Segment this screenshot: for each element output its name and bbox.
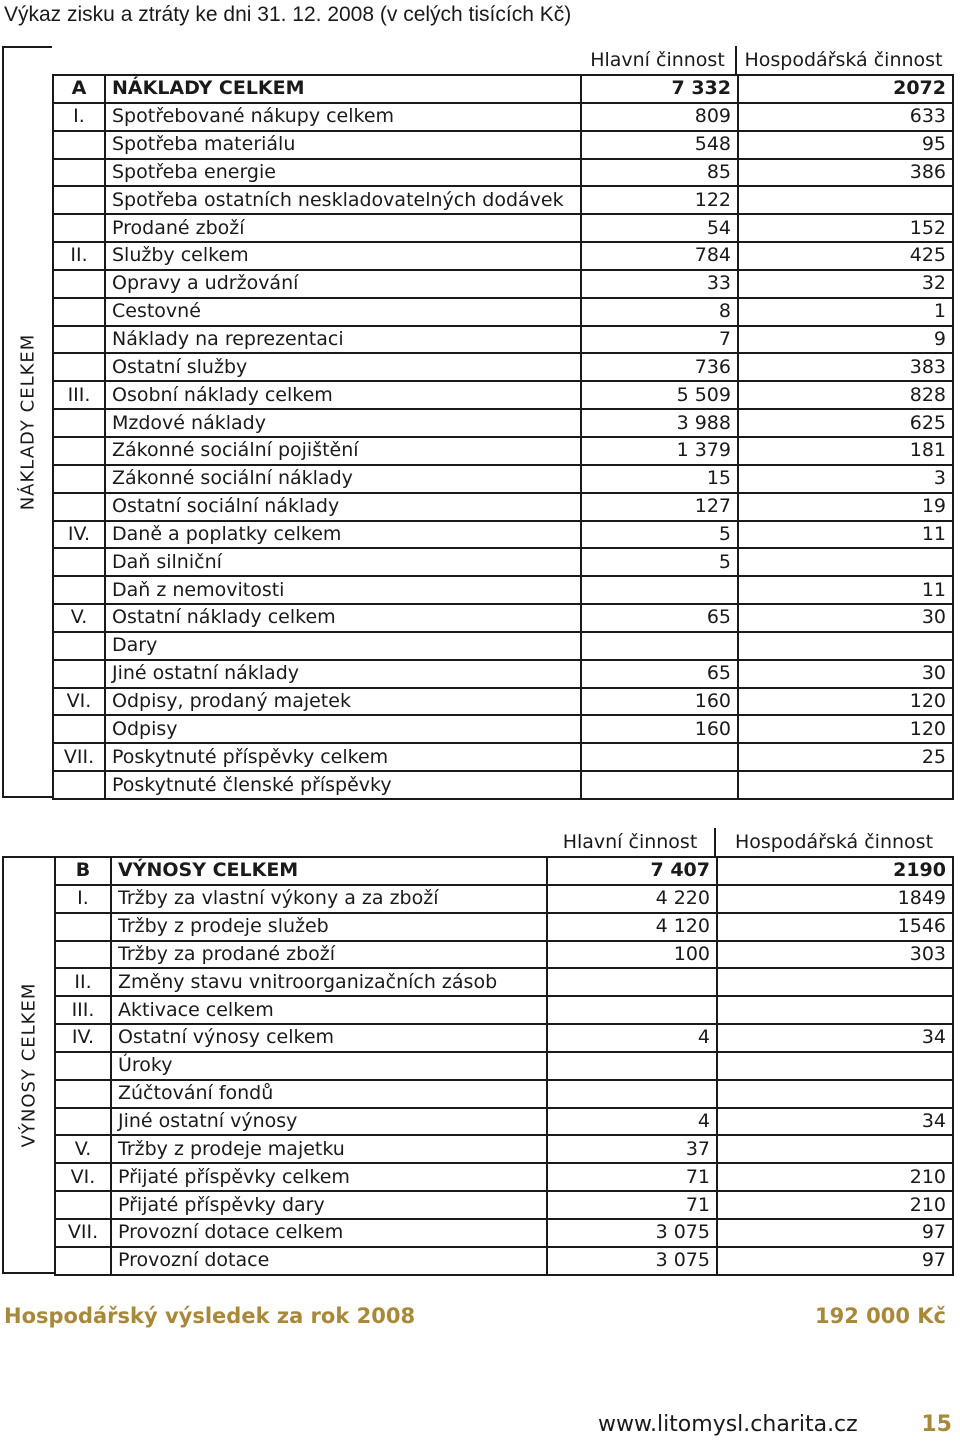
row-econ-value: [717, 996, 953, 1024]
row-label: Jiné ostatní náklady: [105, 660, 581, 688]
row-econ-value: 828: [738, 381, 953, 409]
row-main-value: 3 075: [547, 1247, 717, 1275]
row-code: [53, 437, 105, 465]
row-econ-value: 1546: [717, 913, 953, 941]
revenues-side-label: VÝNOSY CELKEM: [18, 982, 40, 1148]
row-label: Spotřeba materiálu: [105, 131, 581, 159]
table-row: [53, 131, 953, 159]
row-code: VII.: [55, 1219, 111, 1247]
row-label: Ostatní náklady celkem: [105, 604, 581, 632]
row-label: Daň z nemovitosti: [105, 576, 581, 604]
table-row: [53, 103, 953, 131]
row-code: [55, 1080, 111, 1108]
row-main-value: 4 120: [547, 913, 717, 941]
costs-side-label: NÁKLADY CELKEM: [17, 333, 39, 511]
row-label: Spotřeba energie: [105, 159, 581, 187]
row-econ-value: [738, 186, 953, 214]
row-label: Zákonné sociální náklady: [105, 465, 581, 493]
row-label: Provozní dotace celkem: [111, 1219, 547, 1247]
row-econ-value: 30: [738, 604, 953, 632]
row-econ-value: [717, 968, 953, 996]
row-main-value: 7 407: [547, 857, 717, 885]
table-row: [53, 771, 953, 799]
table-row: [55, 1163, 953, 1191]
row-label: Ostatní služby: [105, 353, 581, 381]
row-main-value: 784: [581, 242, 738, 270]
table-row: [55, 1108, 953, 1136]
table-row: [53, 576, 953, 604]
row-label: Přijaté příspěvky dary: [111, 1191, 547, 1219]
row-main-value: 15: [581, 465, 738, 493]
row-label: Ostatní výnosy celkem: [111, 1024, 547, 1052]
row-label: Odpisy, prodaný majetek: [105, 688, 581, 716]
row-code: [55, 941, 111, 969]
row-main-value: 65: [581, 660, 738, 688]
row-code: VII.: [53, 743, 105, 771]
table-row: [53, 548, 953, 576]
row-main-value: 5: [581, 548, 738, 576]
row-econ-value: 625: [738, 409, 953, 437]
table-row: [53, 159, 953, 187]
row-econ-value: 120: [738, 688, 953, 716]
table-row: [55, 885, 953, 913]
row-code: III.: [53, 381, 105, 409]
row-code: [53, 186, 105, 214]
row-code: II.: [55, 968, 111, 996]
row-code: I.: [55, 885, 111, 913]
row-code: [53, 715, 105, 743]
row-code: [53, 131, 105, 159]
table-row: [55, 968, 953, 996]
table-row: [53, 326, 953, 354]
row-main-value: 5 509: [581, 381, 738, 409]
row-main-value: 736: [581, 353, 738, 381]
row-main-value: 54: [581, 214, 738, 242]
row-label: Odpisy: [105, 715, 581, 743]
row-econ-value: 2072: [738, 75, 953, 103]
page-title: Výkaz zisku a ztráty ke dni 31. 12. 2008 (v celých tisících Kč): [4, 3, 572, 26]
row-code: [55, 1108, 111, 1136]
table-row: [55, 857, 953, 885]
row-code: [53, 298, 105, 326]
row-code: [53, 353, 105, 381]
table-row: [55, 1247, 953, 1275]
row-main-value: 127: [581, 493, 738, 521]
row-label: Prodané zboží: [105, 214, 581, 242]
row-econ-value: [738, 771, 953, 799]
row-main-value: 33: [581, 270, 738, 298]
row-label: Daně a poplatky celkem: [105, 521, 581, 549]
row-label: Tržby z prodeje majetku: [111, 1135, 547, 1163]
row-main-value: 4: [547, 1024, 717, 1052]
row-code: [53, 270, 105, 298]
row-econ-value: [717, 1080, 953, 1108]
row-code: [53, 326, 105, 354]
row-label: Poskytnuté členské příspěvky: [105, 771, 581, 799]
row-label: Náklady na reprezentaci: [105, 326, 581, 354]
row-label: Spotřeba ostatních neskladovatelných dodávek: [105, 186, 581, 214]
row-econ-value: 95: [738, 131, 953, 159]
table-row: [53, 632, 953, 660]
costs-side-label-box: [2, 46, 52, 798]
table-row: [53, 381, 953, 409]
row-main-value: [547, 1080, 717, 1108]
row-econ-value: 425: [738, 242, 953, 270]
row-econ-value: 120: [738, 715, 953, 743]
revenues-column-headers: [546, 828, 952, 856]
row-label: Tržby z prodeje služeb: [111, 913, 547, 941]
row-main-value: [547, 968, 717, 996]
table-row: [55, 913, 953, 941]
row-econ-value: 34: [717, 1024, 953, 1052]
row-main-value: 1 379: [581, 437, 738, 465]
row-econ-value: 210: [717, 1191, 953, 1219]
row-code: V.: [55, 1135, 111, 1163]
row-code: [53, 159, 105, 187]
row-label: Provozní dotace: [111, 1247, 547, 1275]
costs-table: [52, 74, 954, 800]
costs-header-main: Hlavní činnost: [580, 46, 737, 74]
row-main-value: 7: [581, 326, 738, 354]
row-label: VÝNOSY CELKEM: [111, 857, 547, 885]
row-main-value: 548: [581, 131, 738, 159]
row-main-value: [581, 632, 738, 660]
table-row: [53, 186, 953, 214]
row-code: [55, 1247, 111, 1275]
costs-table-body: [53, 75, 953, 799]
row-econ-value: [717, 1052, 953, 1080]
row-label: Aktivace celkem: [111, 996, 547, 1024]
table-row: [53, 242, 953, 270]
row-econ-value: 303: [717, 941, 953, 969]
row-label: NÁKLADY CELKEM: [105, 75, 581, 103]
row-main-value: 809: [581, 103, 738, 131]
row-main-value: 3 075: [547, 1219, 717, 1247]
row-main-value: 37: [547, 1135, 717, 1163]
row-code: [53, 771, 105, 799]
row-code: II.: [53, 242, 105, 270]
row-code: [55, 1191, 111, 1219]
table-row: [55, 996, 953, 1024]
row-main-value: 71: [547, 1163, 717, 1191]
row-label: Ostatní sociální náklady: [105, 493, 581, 521]
row-label: Úroky: [111, 1052, 547, 1080]
row-econ-value: [738, 632, 953, 660]
table-row: [55, 1135, 953, 1163]
table-row: [53, 270, 953, 298]
footer-url[interactable]: www.litomysl.charita.cz: [598, 1412, 858, 1437]
table-row: [53, 521, 953, 549]
row-code: [53, 493, 105, 521]
row-econ-value: 210: [717, 1163, 953, 1191]
row-econ-value: 633: [738, 103, 953, 131]
table-row: [53, 353, 953, 381]
table-row: [53, 437, 953, 465]
table-row: [53, 715, 953, 743]
result-value: 192 000 Kč: [814, 1304, 946, 1328]
row-code: B: [55, 857, 111, 885]
row-label: Zúčtování fondů: [111, 1080, 547, 1108]
row-label: Spotřebované nákupy celkem: [105, 103, 581, 131]
row-code: III.: [55, 996, 111, 1024]
table-row: [53, 465, 953, 493]
table-row: [53, 298, 953, 326]
row-code: V.: [53, 604, 105, 632]
table-row: [53, 743, 953, 771]
row-econ-value: 3: [738, 465, 953, 493]
row-econ-value: 97: [717, 1219, 953, 1247]
row-code: I.: [53, 103, 105, 131]
row-econ-value: 383: [738, 353, 953, 381]
result-label: Hospodářský výsledek za rok 2008: [4, 1304, 416, 1328]
row-econ-value: 34: [717, 1108, 953, 1136]
revenues-side-label-box: [2, 856, 54, 1274]
row-code: [53, 660, 105, 688]
row-main-value: [547, 996, 717, 1024]
row-code: VI.: [53, 688, 105, 716]
revenues-table: [54, 856, 954, 1276]
row-econ-value: 30: [738, 660, 953, 688]
table-row: [55, 1024, 953, 1052]
page-number: 15: [921, 1412, 952, 1437]
row-code: [53, 576, 105, 604]
row-main-value: [581, 743, 738, 771]
row-econ-value: 181: [738, 437, 953, 465]
row-main-value: 71: [547, 1191, 717, 1219]
row-main-value: 160: [581, 688, 738, 716]
row-main-value: [581, 576, 738, 604]
row-econ-value: [738, 548, 953, 576]
table-row: [53, 660, 953, 688]
table-row: [55, 1191, 953, 1219]
row-label: Zákonné sociální pojištění: [105, 437, 581, 465]
row-label: Mzdové náklady: [105, 409, 581, 437]
row-econ-value: 11: [738, 521, 953, 549]
row-code: [53, 632, 105, 660]
row-main-value: 5: [581, 521, 738, 549]
row-econ-value: 97: [717, 1247, 953, 1275]
row-main-value: 8: [581, 298, 738, 326]
row-code: VI.: [55, 1163, 111, 1191]
row-main-value: [547, 1052, 717, 1080]
table-row: [53, 688, 953, 716]
row-main-value: 4 220: [547, 885, 717, 913]
table-row: [53, 409, 953, 437]
revenues-header-econ: Hospodářská činnost: [734, 831, 934, 853]
row-econ-value: 25: [738, 743, 953, 771]
row-code: [53, 465, 105, 493]
table-row: [55, 941, 953, 969]
row-econ-value: 32: [738, 270, 953, 298]
row-label: Daň silniční: [105, 548, 581, 576]
costs-header-econ: Hospodářská činnost: [744, 49, 943, 71]
revenues-table-body: [55, 857, 953, 1275]
row-main-value: 122: [581, 186, 738, 214]
table-row: [53, 75, 953, 103]
row-main-value: 85: [581, 159, 738, 187]
row-main-value: 7 332: [581, 75, 738, 103]
table-row: [53, 214, 953, 242]
row-main-value: [581, 771, 738, 799]
row-label: Osobní náklady celkem: [105, 381, 581, 409]
table-row: [53, 493, 953, 521]
row-label: Poskytnuté příspěvky celkem: [105, 743, 581, 771]
row-econ-value: 386: [738, 159, 953, 187]
row-code: IV.: [53, 521, 105, 549]
row-label: Opravy a udržování: [105, 270, 581, 298]
row-code: [53, 548, 105, 576]
costs-column-headers: [580, 46, 950, 74]
row-label: Dary: [105, 632, 581, 660]
row-econ-value: 11: [738, 576, 953, 604]
row-main-value: 3 988: [581, 409, 738, 437]
row-label: Tržby za vlastní výkony a za zboží: [111, 885, 547, 913]
row-code: [53, 409, 105, 437]
row-code: A: [53, 75, 105, 103]
row-econ-value: [717, 1135, 953, 1163]
row-label: Cestovné: [105, 298, 581, 326]
row-econ-value: 2190: [717, 857, 953, 885]
row-econ-value: 9: [738, 326, 953, 354]
row-code: IV.: [55, 1024, 111, 1052]
row-label: Přijaté příspěvky celkem: [111, 1163, 547, 1191]
row-code: [55, 913, 111, 941]
row-label: Služby celkem: [105, 242, 581, 270]
row-econ-value: 19: [738, 493, 953, 521]
table-row: [55, 1052, 953, 1080]
table-row: [55, 1219, 953, 1247]
row-main-value: 160: [581, 715, 738, 743]
table-row: [53, 604, 953, 632]
row-econ-value: 152: [738, 214, 953, 242]
table-row: [55, 1080, 953, 1108]
row-label: Tržby za prodané zboží: [111, 941, 547, 969]
row-main-value: 100: [547, 941, 717, 969]
revenues-header-main: Hlavní činnost: [546, 828, 716, 856]
row-econ-value: 1849: [717, 885, 953, 913]
row-main-value: 4: [547, 1108, 717, 1136]
row-code: [53, 214, 105, 242]
row-code: [55, 1052, 111, 1080]
row-label: Jiné ostatní výnosy: [111, 1108, 547, 1136]
row-label: Změny stavu vnitroorganizačních zásob: [111, 968, 547, 996]
row-main-value: 65: [581, 604, 738, 632]
row-econ-value: 1: [738, 298, 953, 326]
